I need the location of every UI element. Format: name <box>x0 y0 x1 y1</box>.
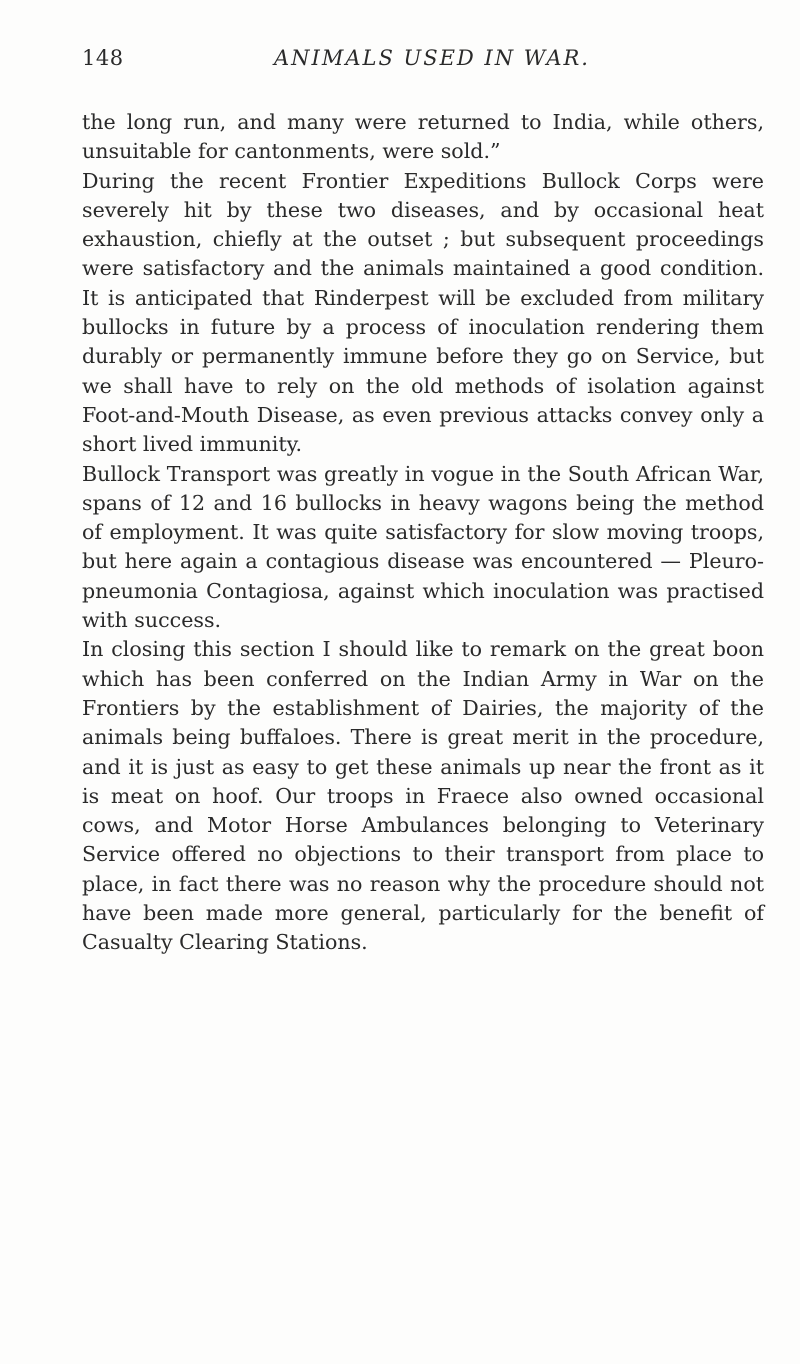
paragraph-bullock-transport: Bullock Transport was greatly in vogue in the South African War, spans of 12 and 16 bullocks in heavy wagons being the method of employment. It was quite satisfactory for slow moving troops, but here again a contagious disease was encountered — Pleuro-pneumonia Contagiosa, against which inoculation was practised with success. <box>82 461 764 633</box>
running-head <box>82 46 762 86</box>
body-text <box>82 108 764 958</box>
paragraph-dairies: In closing this section I should like to remark on the great boon which has been conferred on the Indian Army in War on the Frontiers by the establishment of Dairies, the majority of the animals being buffaloes. There is great merit in the procedure, and it is just as easy to get these animals up near the front as it is meat on hoof. Our troops in Fraece also owned occasional cows, and Motor Horse Ambulances belonging to Veterinary Service offered no objections to their transport from place to place, in fact there was no reason why the procedure should not have been made more general, particularly for the benefit of Casualty Clearing Stations. <box>82 637 764 955</box>
page-number: 148 <box>82 46 124 70</box>
running-title: ANIMALS USED IN WAR. <box>274 46 590 70</box>
paragraph-continuation: the long run, and many were returned to India, while others, unsuitable for cantonments, were sold.” <box>82 110 764 164</box>
paragraph-frontier-expeditions: During the recent Frontier Expeditions Bullock Corps were severely hit by these two diseases, and by occasional heat exhaustion, chiefly at the outset ; but subsequent proceedings were satisfactory and the animals maintained a good condition. It is anticipated that Rinderpest will be excluded from military bullocks in future by a process of inoculation rendering them durably or permanently immune before they go on Service, but we shall have to rely on the old methods of isolation against Foot-and-Mouth Disease, as even previous attacks convey only a short lived immunity. <box>82 168 764 457</box>
